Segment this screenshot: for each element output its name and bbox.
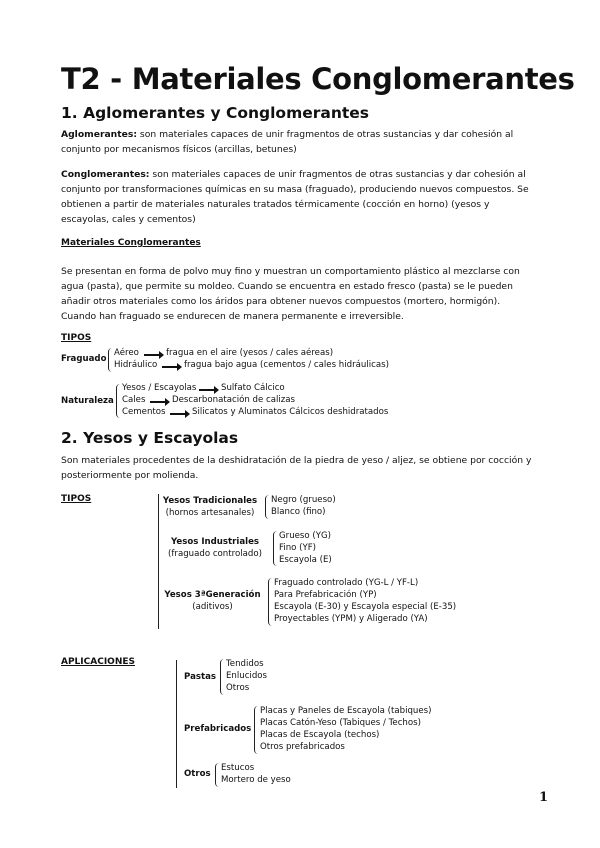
arrow-icon xyxy=(170,413,186,415)
tipo-item: Fino (YF) xyxy=(279,543,317,553)
aplicacion-item: Placas y Paneles de Escayola (tabiques) xyxy=(260,706,432,716)
arrow-icon xyxy=(150,401,166,403)
tipo-item: Grueso (YG) xyxy=(279,531,332,541)
page-number: 1 xyxy=(538,790,548,805)
naturaleza-desc: Descarbonatación de calizas xyxy=(172,395,296,405)
text-line: obtienen a partir de materiales naturales tratados térmicamente (cocción en horno) (yesos y xyxy=(61,199,490,210)
otros-brace xyxy=(215,763,220,787)
text-line: conjunto por transformaciones químicas en su masa (fraguado), produciendo nuevos compuestos. Se xyxy=(61,184,529,195)
fraguado-label: Fraguado xyxy=(61,354,107,364)
conglomerantes-term: Conglomerantes: xyxy=(61,169,150,180)
prefabricados-label: Prefabricados xyxy=(184,724,252,734)
fraguado-desc: fragua bajo agua (cementos / cales hidráulicas) xyxy=(184,360,389,370)
aglomerantes-term: Aglomerantes: xyxy=(61,129,137,140)
section-1-heading: 1. Aglomerantes y Conglomerantes xyxy=(61,104,370,122)
materiales-paragraph xyxy=(61,264,543,324)
aplicacion-item: Placas de Escayola (techos) xyxy=(260,730,380,740)
naturaleza-label: Naturaleza xyxy=(61,396,114,406)
text-line: son materiales capaces de unir fragmentos de otras sustancias y dar cohesión al xyxy=(152,169,526,180)
aplicaciones-bracket xyxy=(176,660,177,788)
text-line: posteriormente por molienda. xyxy=(61,470,199,481)
industriales-brace xyxy=(273,531,278,566)
tipos-bracket xyxy=(158,494,159,629)
text-line: escayolas, cales y cementos) xyxy=(61,214,196,225)
text-line: Se presentan en forma de polvo muy fino y muestran un comportamiento plástico al mezclarse con xyxy=(61,266,520,277)
naturaleza-item: Cementos xyxy=(122,407,166,417)
fraguado-desc: fragua en el aire (yesos / cales aéreas) xyxy=(166,348,334,358)
conglomerantes-paragraph xyxy=(61,167,543,227)
yesos-intro-paragraph xyxy=(61,453,543,483)
fraguado-item: Aéreo xyxy=(114,348,139,358)
text-line: Son materiales procedentes de la deshidratación de la piedra de yeso / aljez, se obtiene por cocción y xyxy=(61,455,532,466)
aplicacion-item: Placas Catón-Yeso (Tabiques / Techos) xyxy=(260,718,421,728)
yesos-tradicionales-label: Yesos Tradicionales xyxy=(162,496,258,506)
yesos-3g-sub: (aditivos) xyxy=(192,602,233,612)
fraguado-brace xyxy=(108,348,113,372)
materiales-conglomerantes-heading: Materiales Conglomerantes xyxy=(61,238,201,248)
tradicionales-brace xyxy=(265,495,270,519)
yesos-3g-label: Yesos 3ªGeneración xyxy=(164,590,261,600)
text-line: conjunto por mecanismos físicos (arcillas, betunes) xyxy=(61,144,297,155)
yesos-industriales-label: Yesos Industriales xyxy=(170,537,260,547)
prefabricados-brace xyxy=(254,706,259,754)
aplicacion-item: Otros prefabricados xyxy=(260,742,345,752)
section-2-heading: 2. Yesos y Escayolas xyxy=(61,429,239,447)
naturaleza-desc: Silicatos y Aluminatos Cálcicos deshidratados xyxy=(192,407,389,417)
pastas-label: Pastas xyxy=(184,672,217,682)
otros-label: Otros xyxy=(184,769,211,779)
arrow-icon xyxy=(144,354,160,356)
aplicacion-item: Tendidos xyxy=(226,659,264,669)
naturaleza-desc: Sulfato Cálcico xyxy=(221,383,285,393)
naturaleza-brace xyxy=(116,384,121,418)
page-title: T2 - Materiales Conglomerantes xyxy=(61,62,575,96)
tipo-item: Escayola (E) xyxy=(279,555,332,565)
arrow-icon xyxy=(199,389,215,391)
aglomerantes-paragraph xyxy=(61,127,543,157)
tercera-generacion-brace xyxy=(268,578,273,626)
aplicacion-item: Estucos xyxy=(221,763,255,773)
yesos-industriales-sub: (fraguado controlado) xyxy=(168,549,262,559)
naturaleza-item: Yesos / Escayolas xyxy=(122,383,197,393)
tipo-item: Para Prefabricación (YP) xyxy=(274,590,377,600)
tipos-heading-1: TIPOS xyxy=(61,333,92,343)
text-line: añadir otros materiales como los áridos para obtener nuevos compuestos (mortero, hormigón). xyxy=(61,296,501,307)
text-line: son materiales capaces de unir fragmentos de otras sustancias y dar cohesión al xyxy=(139,129,514,140)
tipo-item: Fraguado controlado (YG-L / YF-L) xyxy=(274,578,419,588)
tipo-item: Negro (grueso) xyxy=(271,495,336,505)
tipos-heading-2: TIPOS xyxy=(61,494,92,504)
tipo-item: Blanco (fino) xyxy=(271,507,326,517)
yesos-tradicionales-sub: (hornos artesanales) xyxy=(165,508,255,518)
fraguado-item: Hidráulico xyxy=(114,360,158,370)
aplicaciones-heading: APLICACIONES xyxy=(61,657,135,667)
aplicacion-item: Enlucidos xyxy=(226,671,268,681)
tipo-item: Escayola (E-30) y Escayola especial (E-35) xyxy=(274,602,457,612)
arrow-icon xyxy=(162,366,178,368)
aplicacion-item: Mortero de yeso xyxy=(221,775,291,785)
text-line: Cuando han fraguado se endurecen de manera permanente e irreversible. xyxy=(61,311,404,322)
aplicacion-item: Otros xyxy=(226,683,250,693)
pastas-brace xyxy=(220,659,225,695)
tipo-item: Proyectables (YPM) y Aligerado (YA) xyxy=(274,614,428,624)
naturaleza-item: Cales xyxy=(122,395,146,405)
text-line: agua (pasta), que permite su moldeo. Cuando se encuentra en estado fresco (pasta) se le pueden xyxy=(61,281,513,292)
